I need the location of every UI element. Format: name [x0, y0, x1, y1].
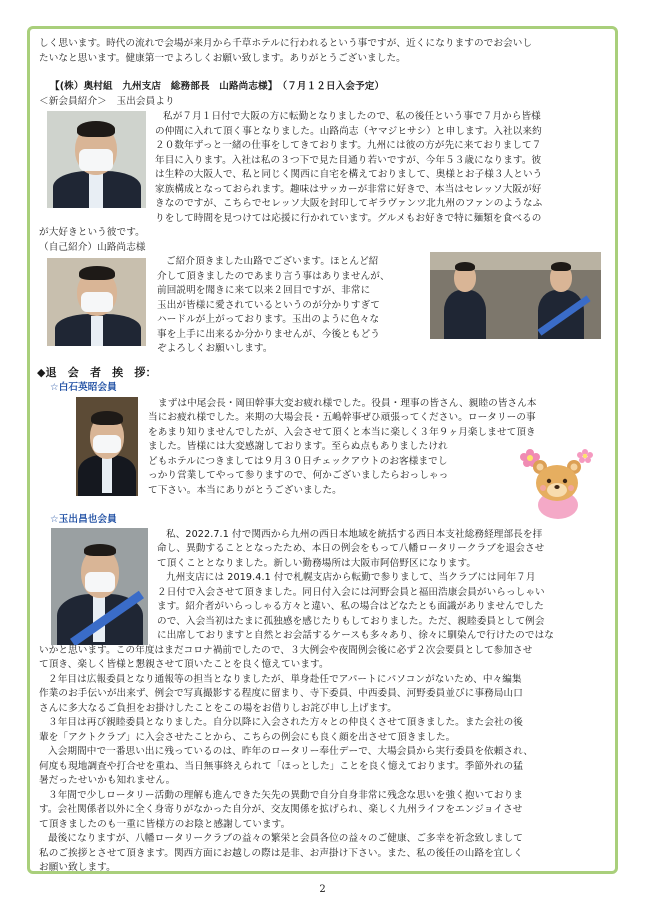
- intro-line: たいなと思います。健康第一でよろしくお願い致します。ありがとうございました。: [39, 53, 406, 64]
- text-line: ２０数年ずっと一緒の仕事をしてきております。九州には彼の方が先に来ておりまして７: [155, 140, 542, 151]
- member-photo: [47, 111, 146, 208]
- bear-illustration: [510, 445, 600, 520]
- text-line: いかと思います。この年度はまだコロナ禍前でしたので、３大例会や夜間例会後に必ず２次会要員として参加させ: [39, 645, 533, 656]
- text-line: ３年間で少しロータリー活動の理解も進んできた矢先の異動で自分自身非常に残念な思いを強く抱いておりま: [48, 790, 523, 801]
- text-line: て頂き、楽しく皆様と懇親させて頂いたことを良く憶えています。: [39, 659, 329, 670]
- text-line: っかり営業してやって参りますので、何かございましたらおっしゃっ: [148, 470, 449, 481]
- text-line: 玉出が皆様に愛されているというのが分かりすぎて: [157, 300, 380, 311]
- text-line: りをして時間を見つけては応援に行かれています。グルメもお好きで特に麺類を食べるの: [155, 213, 542, 224]
- text-line: 前回説明を聞きに来て以来２回目ですが、非常に: [157, 285, 371, 296]
- text-line: の仲間に入れて頂く事となりました。山路尚志（ヤマジヒサシ）と申します。入社以来約: [155, 126, 542, 137]
- text-line: 何度も現地調査や打合せを重ね、当日無事終えられて「ほっとした」ことを良く憶えております。季節外れの猛: [39, 761, 523, 772]
- text-line: 当にお疲れ様でした。来期の大場会長・五嶋幹事ぜひ頑張ってください。ロータリーの事: [148, 412, 536, 423]
- text-line: 最後になりますが、八幡ロータリークラブの益々の繁栄と会員各位の益々のご健康、ご多幸を祈念致しまして: [48, 833, 523, 844]
- text-line: さんに多大なるご負担をお掛けしたことをこの場をお借りしお詫び申し上げます。: [39, 703, 397, 714]
- text-line: て下さい。本当にありがとうございました。: [148, 485, 342, 496]
- member-name: ☆玉出昌也会員: [50, 514, 117, 525]
- text-line: ２年目は広報委員となり通報等の担当となりましたが、単身赴任でアパートにパソコンがないため、中々編集: [48, 674, 522, 685]
- text-line: 輩を「アクトクラブ」に入会させたことから、こちらの例会にも良く顔を出させて頂きました。: [39, 732, 456, 743]
- text-line: ハードルが上がっております。玉出のように色々な: [157, 314, 380, 325]
- text-line: ました。皆様には大変感謝しております。至らぬ点もありましたけれ: [148, 441, 448, 452]
- text-line: 命し、異動することとなったため、本日の例会をもって八幡ロータリークラブを退会させ: [157, 543, 545, 554]
- text-line: 家族構成となっておられます。趣味はサッカーが非常に好きで、本当はセレッソ大阪が好: [155, 184, 542, 195]
- member-photo: [47, 258, 146, 346]
- text-line: 私が７月１日付で大阪の方に転勤となりましたので、私の後任という事で７月から皆様: [163, 111, 541, 122]
- text-line: をあまり知りませんでしたが、入会させて頂くと本当に楽しく３年９ヶ月楽しませて頂き: [148, 427, 536, 438]
- text-line: ご紹介頂きました山路でございます。ほとんど紹: [166, 256, 379, 267]
- text-line: て頂きましたのも一重に皆様方のお陰と感謝しています。: [39, 819, 291, 830]
- text-line: 私、2022.7.1 付で関西から九州の西日本地域を統括する西日本支社総務経理部長を拝: [166, 529, 543, 540]
- text-line: に出席しておりますと自然とお会話するケースも多々あり、徐々に馴染んで行けたのではな: [157, 630, 554, 641]
- text-line: お願い致します。: [39, 862, 116, 873]
- text-line: て頂くこととなりました。新しい勤務場所は大阪市阿倍野区になります。: [157, 558, 477, 569]
- text-line: どもホテルにつきましては９月３０日チェックアウトのお客様までし: [148, 456, 448, 467]
- text-line: ます。紹介者がいらっしゃる方々と違い、私の場合はどなたとも面識がありませんでした: [157, 601, 544, 612]
- text-line: は生粋の大阪人で、私と同じく関西に自宅を構えておりまして、奥様とお子様３人という: [155, 169, 543, 180]
- page-number: 2: [319, 884, 326, 895]
- text-line: 介して頂きましたのであまり言う事はありませんが、: [157, 271, 390, 282]
- text-line: 暑だったせいかも知れません。: [39, 775, 176, 786]
- farewell-heading: ◆退 会 者 挨 拶：: [37, 366, 157, 379]
- text-line: す。会社関係者以外に全く身寄りがなかった自分が、交友関係を拡げられ、楽しく九州ライフをエンジョイさせ: [39, 804, 523, 815]
- member-photo: [51, 528, 148, 645]
- text-line: 作業のお手伝いが出来ず、例会で写真撮影する程度に留まり、寺下委員、中西委員、河野委員並びに事務局山口: [39, 688, 523, 699]
- new-member-heading: 【(株）奥村組 九州支店 総務部長 山路尚志様】 （７月１２日入会予定）: [50, 81, 385, 92]
- text-line: ３年目は再び親睦委員となりました。自分以降に入会された方々との仲良くさせて頂きました。また会社の後: [48, 717, 523, 728]
- intro-label: ＜新会員紹介＞ 玉出会員より: [39, 96, 175, 107]
- text-line: まずは中尾会長・岡田幹事大変お疲れ様でした。役員・理事の皆さん、親睦の皆さん本: [158, 398, 537, 409]
- member-photo: [76, 397, 138, 496]
- text-line: 事を上手に出来るか分かりませんが、今後ともどう: [157, 329, 380, 340]
- text-line: 入会期間中で一番思い出に残っているのは、昨年のロータリー奉仕デーで、大場会員から実行委員を依頼され、: [48, 746, 534, 757]
- text-line: ので、入会当初はたまに孤独感を感じたりもしておりました。ただ、親睦委員として例会: [157, 616, 545, 627]
- text-line: きなのですが、こちらでセレッソ大阪を封印してギラヴァンツ北九州のファンのようなふ: [155, 198, 543, 209]
- text-line: ２日付で入会させて頂きました。同日付入会には河野会員と福田浩康会員がいらっしゃい: [157, 587, 545, 598]
- text-line: が大好きという彼です。: [39, 227, 145, 238]
- event-photo: [430, 252, 601, 339]
- text-line: 私のご挨拶とさせて頂きます。関西方面にお越しの際は是非、お声掛け下さい。また、私の後任の山路を宜しく: [39, 848, 523, 859]
- self-intro-label: （自己紹介）山路尚志様: [39, 242, 146, 253]
- text-line: ぞよろしくお願いします。: [157, 343, 273, 354]
- intro-line: しく思います。時代の流れで会場が来月から千草ホテルに行われるという事ですが、近くになりますのでお会いし: [39, 38, 533, 49]
- text-line: 年目に入ります。入社は私の３つ下で見た目通り若いですが、今年５３歳になります。彼: [155, 155, 542, 166]
- member-name: ☆白石英昭会員: [50, 382, 117, 393]
- text-line: 九州支店には 2019.4.1 付で札幌支店から転勤で参りまして、当クラブには同年７月: [166, 572, 536, 583]
